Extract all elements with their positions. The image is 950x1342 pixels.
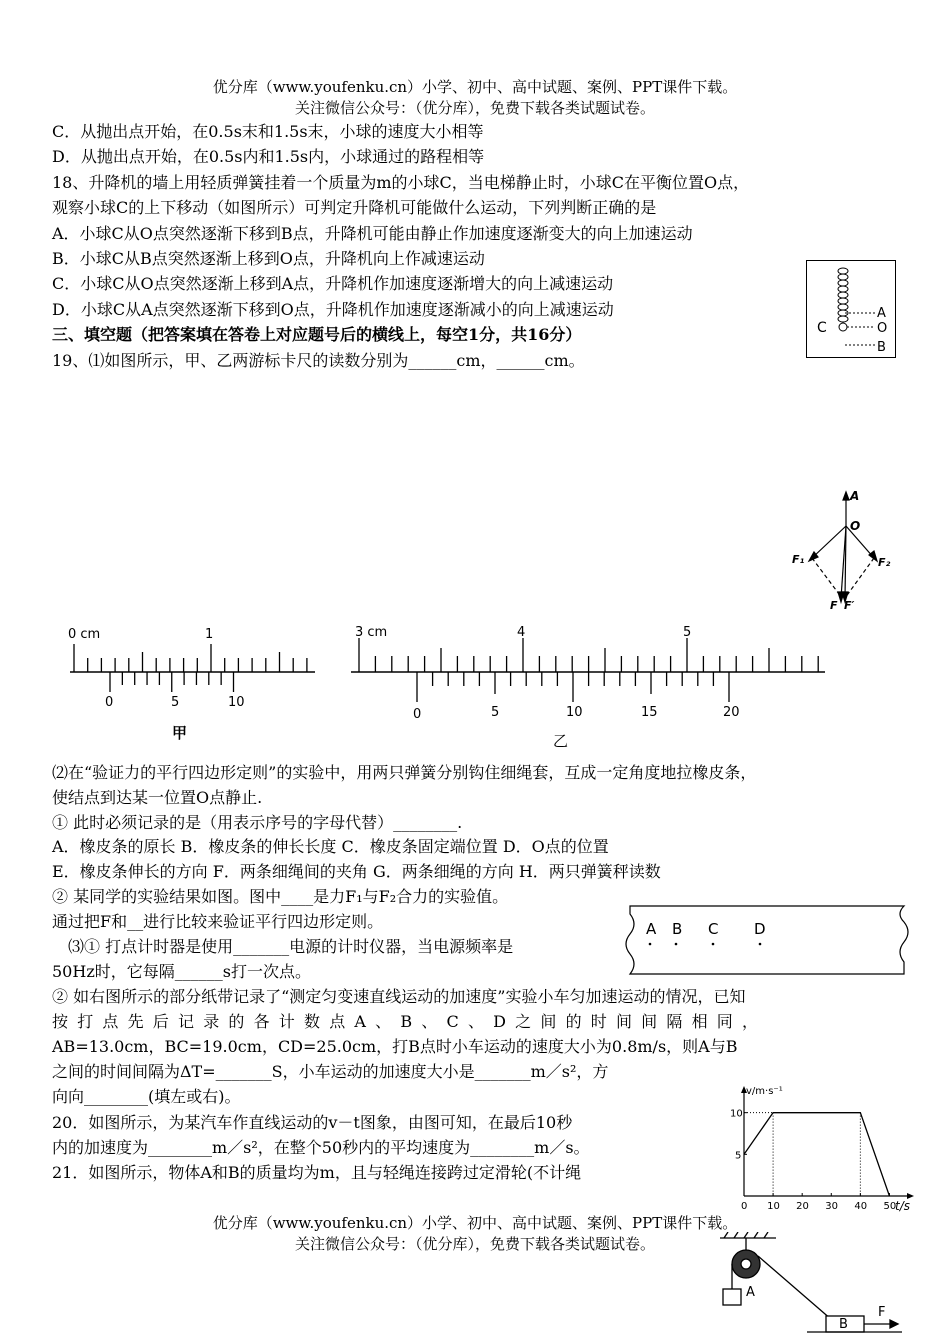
q19-part3-line-5: AB=13.0cm，BC=19.0cm，CD=25.0cm，打B点时小车运动的速度大小为0.8m/s，则A与B: [52, 1037, 738, 1056]
q20-line-1: 20．如图所示，为某汽车作直线运动的v－t图象，由图可知，在最后10秒: [52, 1113, 573, 1132]
yi-vernier-label-10: 10: [566, 705, 583, 720]
section-3-title: 三、填空题（把答案填在答卷上对应题号后的横线上，每空1分，共16分）: [52, 325, 582, 344]
q19-part3-line-3: ② 如右图所示的部分纸带记录了“测定匀变速直线运动的加速度”实验小车匀加速运动的情况，已知: [52, 987, 746, 1006]
jia-vernier-label-10: 10: [228, 695, 245, 710]
q19-part3-line-2: 50Hz时，它每隔______s打一次点。: [52, 962, 311, 981]
tape-dot-c: [712, 943, 715, 946]
q21-line-1: 21．如图所示，物体A和B的质量均为m，且与轻绳连接跨过定滑轮(不计绳: [52, 1163, 582, 1182]
header-line-1: 优分库（www.youfenku.cn）小学、初中、高中试题、案例、PPT课件下载。: [212, 78, 738, 96]
vt-xlabel: t/s: [895, 1199, 910, 1213]
vt-ylabel: v/m·s⁻¹: [746, 1086, 783, 1097]
vt-x-tick-label: 40: [854, 1201, 868, 1212]
q17-option-c: C．从抛出点开始，在0.5s末和1.5s末，小球的速度大小相等: [52, 122, 484, 141]
q19-part1: 19、⑴如图所示，甲、乙两游标卡尺的读数分别为______cm，______cm。: [52, 351, 585, 370]
tape-dot-a: [649, 943, 652, 946]
spring-label-b: B: [877, 340, 886, 355]
q19-part3-line-4-text: 按打点先后记录的各计数点A、B、C、D之间的时间间隔相同，: [52, 1012, 768, 1031]
q19-part3-line-7: 向向________(填左或右)。: [52, 1087, 241, 1106]
pulley-figure: [712, 1232, 912, 1342]
q18-stem-2: 观察小球C的上下移动（如图所示）可判定升降机可能做什么运动，下列判断正确的是: [52, 198, 657, 217]
q19-part2-line-6: ② 某同学的实验结果如图。图中____是力F₁与F₂合力的实验值。: [52, 887, 509, 906]
q19-part2-line-7: 通过把F和__进行比较来验证平行四边形定则。: [52, 912, 384, 931]
yi-vernier-label-15: 15: [641, 705, 658, 720]
force-label-f: F: [830, 599, 838, 612]
caliper-yi: [345, 620, 830, 755]
jia-vernier-label-5: 5: [171, 695, 180, 710]
jia-vernier-label-0: 0: [105, 695, 114, 710]
force-label-a: A: [850, 489, 860, 503]
tape-label-c: C: [708, 920, 719, 938]
q19-part3-line-4: [52, 1011, 907, 1033]
jia-name: 甲: [172, 724, 188, 742]
q18-option-a: A．小球C从O点突然逐渐下移到B点，升降机可能由静止作加速度逐渐变大的向上加速运动: [52, 224, 693, 243]
force-label-f2: F₂: [878, 556, 891, 569]
tape-dot-d: [759, 943, 762, 946]
vt-series-line: [744, 1113, 889, 1196]
yi-main-label-3: 3 cm: [355, 625, 388, 640]
q19-part3-line-6: 之间的时间间隔为ΔT=_______S，小车运动的加速度大小是_______m／s²，方: [52, 1062, 609, 1081]
spring-label-o: O: [877, 321, 888, 336]
yi-vernier-label-20: 20: [723, 705, 740, 720]
q19-part3-line-1: ⑶① 打点计时器是使用_______电源的计时仪器，当电源频率是: [68, 937, 514, 956]
yi-main-label-4: 4: [517, 625, 526, 640]
q19-part2-line-4: A．橡皮条的原长 B．橡皮条的伸长长度 C．橡皮条固定端位置 D．O点的位置: [52, 837, 609, 856]
vt-x-tick-label: 30: [825, 1201, 839, 1212]
vt-x-tick-label: 0: [741, 1201, 748, 1212]
vt-y-tick-label: 10: [730, 1108, 743, 1120]
force-label-fprime: F′: [844, 599, 855, 612]
jia-main-label-0: 0 cm: [68, 627, 101, 642]
pulley-label-a: A: [746, 1285, 755, 1300]
q19-part2-line-2: 使结点到达某一位置O点静止.: [52, 788, 263, 807]
caliper-jia: [60, 620, 330, 750]
footer-line-2: 关注微信公众号：（优分库），免费下载各类试题试卷。: [294, 1235, 655, 1253]
q18-stem-1: 18、升降机的墙上用轻质弹簧挂着一个质量为m的小球C，当电梯静止时，小球C在平衡位置O点，: [52, 173, 750, 192]
q18-option-b: B．小球C从B点突然逐渐上移到O点，升降机向上作减速运动: [52, 249, 485, 268]
pulley-label-f: F: [878, 1305, 886, 1320]
q17-option-d: D．从抛出点开始，在0.5s内和1.5s内，小球通过的路程相等: [52, 147, 485, 166]
force-label-f1: F₁: [792, 553, 805, 566]
yi-main-label-5: 5: [683, 625, 692, 640]
header-line-2: 关注微信公众号：（优分库），免费下载各类试题试卷。: [294, 99, 655, 117]
force-label-o: O: [850, 519, 861, 533]
q18-option-d: D．小球C从A点突然逐渐下移到O点，升降机作加速度逐渐减小的向上减速运动: [52, 300, 614, 319]
spring-figure: [806, 260, 896, 358]
vt-x-tick-label: 10: [767, 1201, 780, 1212]
q18-option-c: C．小球C从O点突然逐渐上移到A点，升降机作加速度逐渐增大的向上减速运动: [52, 274, 614, 293]
vt-x-tick-label: 50: [883, 1201, 897, 1212]
vt-chart: [722, 1078, 922, 1218]
tape-label-b: B: [672, 920, 683, 938]
tape-label-d: D: [754, 920, 766, 938]
paper-tape-figure: [622, 900, 912, 980]
yi-name: 乙: [553, 732, 569, 750]
spring-label-a: A: [877, 306, 886, 321]
q19-part2-line-1: ⑵在“验证力的平行四边形定则”的实验中，用两只弹簧分别钩住细绳套，互成一定角度地拉橡皮条，: [52, 763, 757, 782]
q20-line-2: 内的加速度为________m／s²，在整个50秒内的平均速度为________m／s。: [52, 1138, 590, 1157]
yi-vernier-label-0: 0: [413, 707, 422, 722]
q19-part2-line-3: ① 此时必须记录的是（用表示序号的字母代替）________.: [52, 813, 463, 832]
pulley-label-b: B: [839, 1317, 848, 1332]
vt-x-tick-label: 20: [796, 1201, 809, 1212]
jia-main-label-1: 1: [205, 627, 214, 642]
yi-vernier-label-5: 5: [491, 705, 500, 720]
vt-y-tick-label: 5: [735, 1150, 742, 1162]
force-parallelogram-figure: [786, 488, 896, 613]
spring-drawing: [807, 261, 895, 357]
spring-label-c: C: [817, 320, 827, 336]
tape-dot-b: [675, 943, 678, 946]
tape-label-a: A: [646, 920, 657, 938]
q19-part2-line-5: E．橡皮条伸长的方向 F．两条细绳间的夹角 G．两条细绳的方向 H．两只弹簧秤读数: [52, 862, 661, 881]
footer-line-1: 优分库（www.youfenku.cn）小学、初中、高中试题、案例、PPT课件下载。: [212, 1214, 738, 1232]
